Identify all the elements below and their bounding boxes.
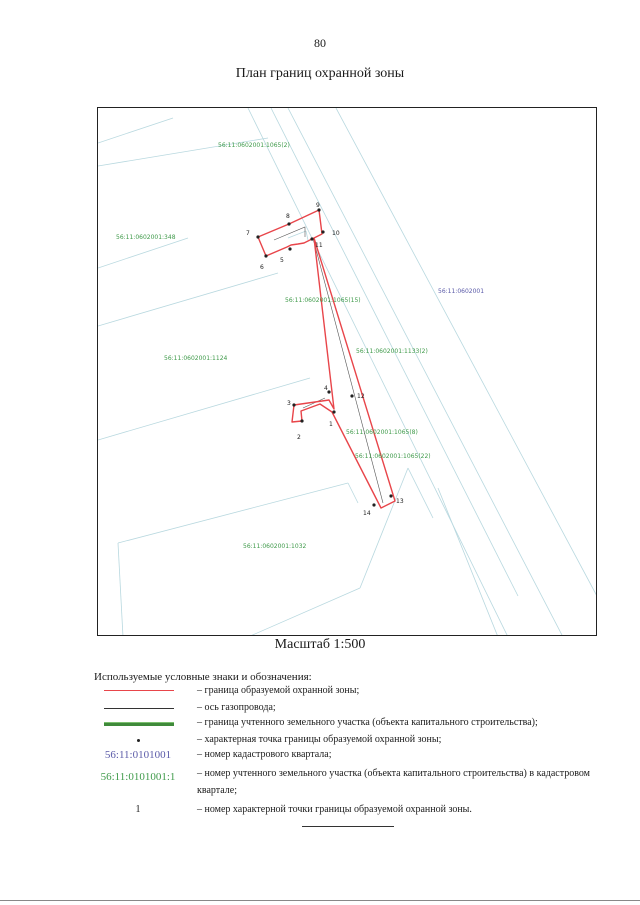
parcel-label: 56:11:0602001:1032 <box>243 543 307 550</box>
boundary-point-13 <box>389 494 392 497</box>
boundary-point-2 <box>300 419 303 422</box>
boundary-point-8 <box>287 222 290 225</box>
boundary-point-11 <box>310 237 313 240</box>
point-label-10: 10 <box>332 230 340 237</box>
legend-symbol: 56:11:0101001:1 <box>100 771 176 783</box>
map-scale: Масштаб 1:500 <box>274 637 366 652</box>
black-line-icon <box>104 708 174 709</box>
legend-item-zone-boundary <box>90 682 610 700</box>
red-line-icon <box>104 690 174 691</box>
parcel-label: 56:11:0602001:1065(22) <box>355 453 431 460</box>
point-label-2: 2 <box>297 434 301 441</box>
boundary-point-3 <box>292 403 295 406</box>
parcel-label: 56:11:0602001:348 <box>116 234 176 241</box>
boundary-point-7 <box>256 235 259 238</box>
boundary-point-5 <box>288 247 291 250</box>
parcel-label: 56:11:0602001:1133(2) <box>356 348 428 355</box>
boundary-point-1 <box>332 410 335 413</box>
legend-text: – ось газопровода; <box>197 702 276 713</box>
point-label-7: 7 <box>246 230 250 237</box>
boundary-point-4 <box>327 390 330 393</box>
boundary-plan-map <box>98 108 597 636</box>
point-label-9: 9 <box>316 202 320 209</box>
point-label-5: 5 <box>280 257 284 264</box>
legend-symbol <box>90 716 186 734</box>
legend-text: – номер учтенного земельного участка (объекта капитального строительства) в кадастровом квартале; <box>197 768 591 796</box>
footer-divider <box>302 826 394 827</box>
legend-item-quarter-number <box>90 746 610 764</box>
point-label-13: 13 <box>396 498 404 505</box>
legend-symbol: 56:11:0101001 <box>104 749 172 761</box>
map-frame <box>97 107 597 636</box>
page-title: План границ охранной зоны <box>235 66 405 81</box>
legend-text: – характерная точка границы образуемой охранной зоны; <box>197 734 442 745</box>
parcel-label: 56:11:0602001:1124 <box>164 355 228 362</box>
zone-boundary <box>258 210 395 508</box>
legend-text: – граница учтенного земельного участка (объекта капитального строительства); <box>197 717 538 728</box>
parcel-labels <box>116 142 431 550</box>
point-label-14: 14 <box>363 510 371 517</box>
point-label-8: 8 <box>286 213 290 220</box>
parcel-label: 56:11:0602001:1065(8) <box>346 429 418 436</box>
legend-symbol <box>90 682 186 700</box>
legend-text: – граница образуемой охранной зоны; <box>197 685 360 696</box>
point-label-6: 6 <box>260 264 264 271</box>
parcel-label: 56:11:0602001:1065(15) <box>285 297 361 304</box>
green-line-icon <box>104 722 174 726</box>
boundary-point-10 <box>321 230 324 233</box>
point-label-1: 1 <box>329 421 333 428</box>
legend-symbol <box>90 699 186 717</box>
quarter-label: 56:11:0602001 <box>438 288 485 295</box>
dot-icon <box>137 739 140 742</box>
point-label-4: 4 <box>324 385 328 392</box>
legend-symbol: 1 <box>135 804 141 815</box>
point-numbers <box>246 202 404 517</box>
boundary-point-12 <box>350 394 353 397</box>
scan-edge-line <box>0 900 640 901</box>
legend-text: – номер кадастрового квартала; <box>197 749 332 760</box>
cadastral-lines <box>98 108 597 636</box>
legend-text: – номер характерной точки границы образуемой охранной зоны. <box>197 804 472 815</box>
legend-title: Используемые условные знаки и обозначения: <box>94 671 312 683</box>
boundary-point-14 <box>372 503 375 506</box>
legend-item-point-number <box>90 801 610 819</box>
parcel-label: 56:11:0602001:1065(2) <box>218 142 290 149</box>
page-number: 80 <box>314 36 326 50</box>
point-label-3: 3 <box>287 400 291 407</box>
point-label-12: 12 <box>357 393 365 400</box>
legend-item-parcel-number <box>90 768 610 798</box>
point-label-11: 11 <box>315 242 323 249</box>
boundary-point-6 <box>264 254 267 257</box>
